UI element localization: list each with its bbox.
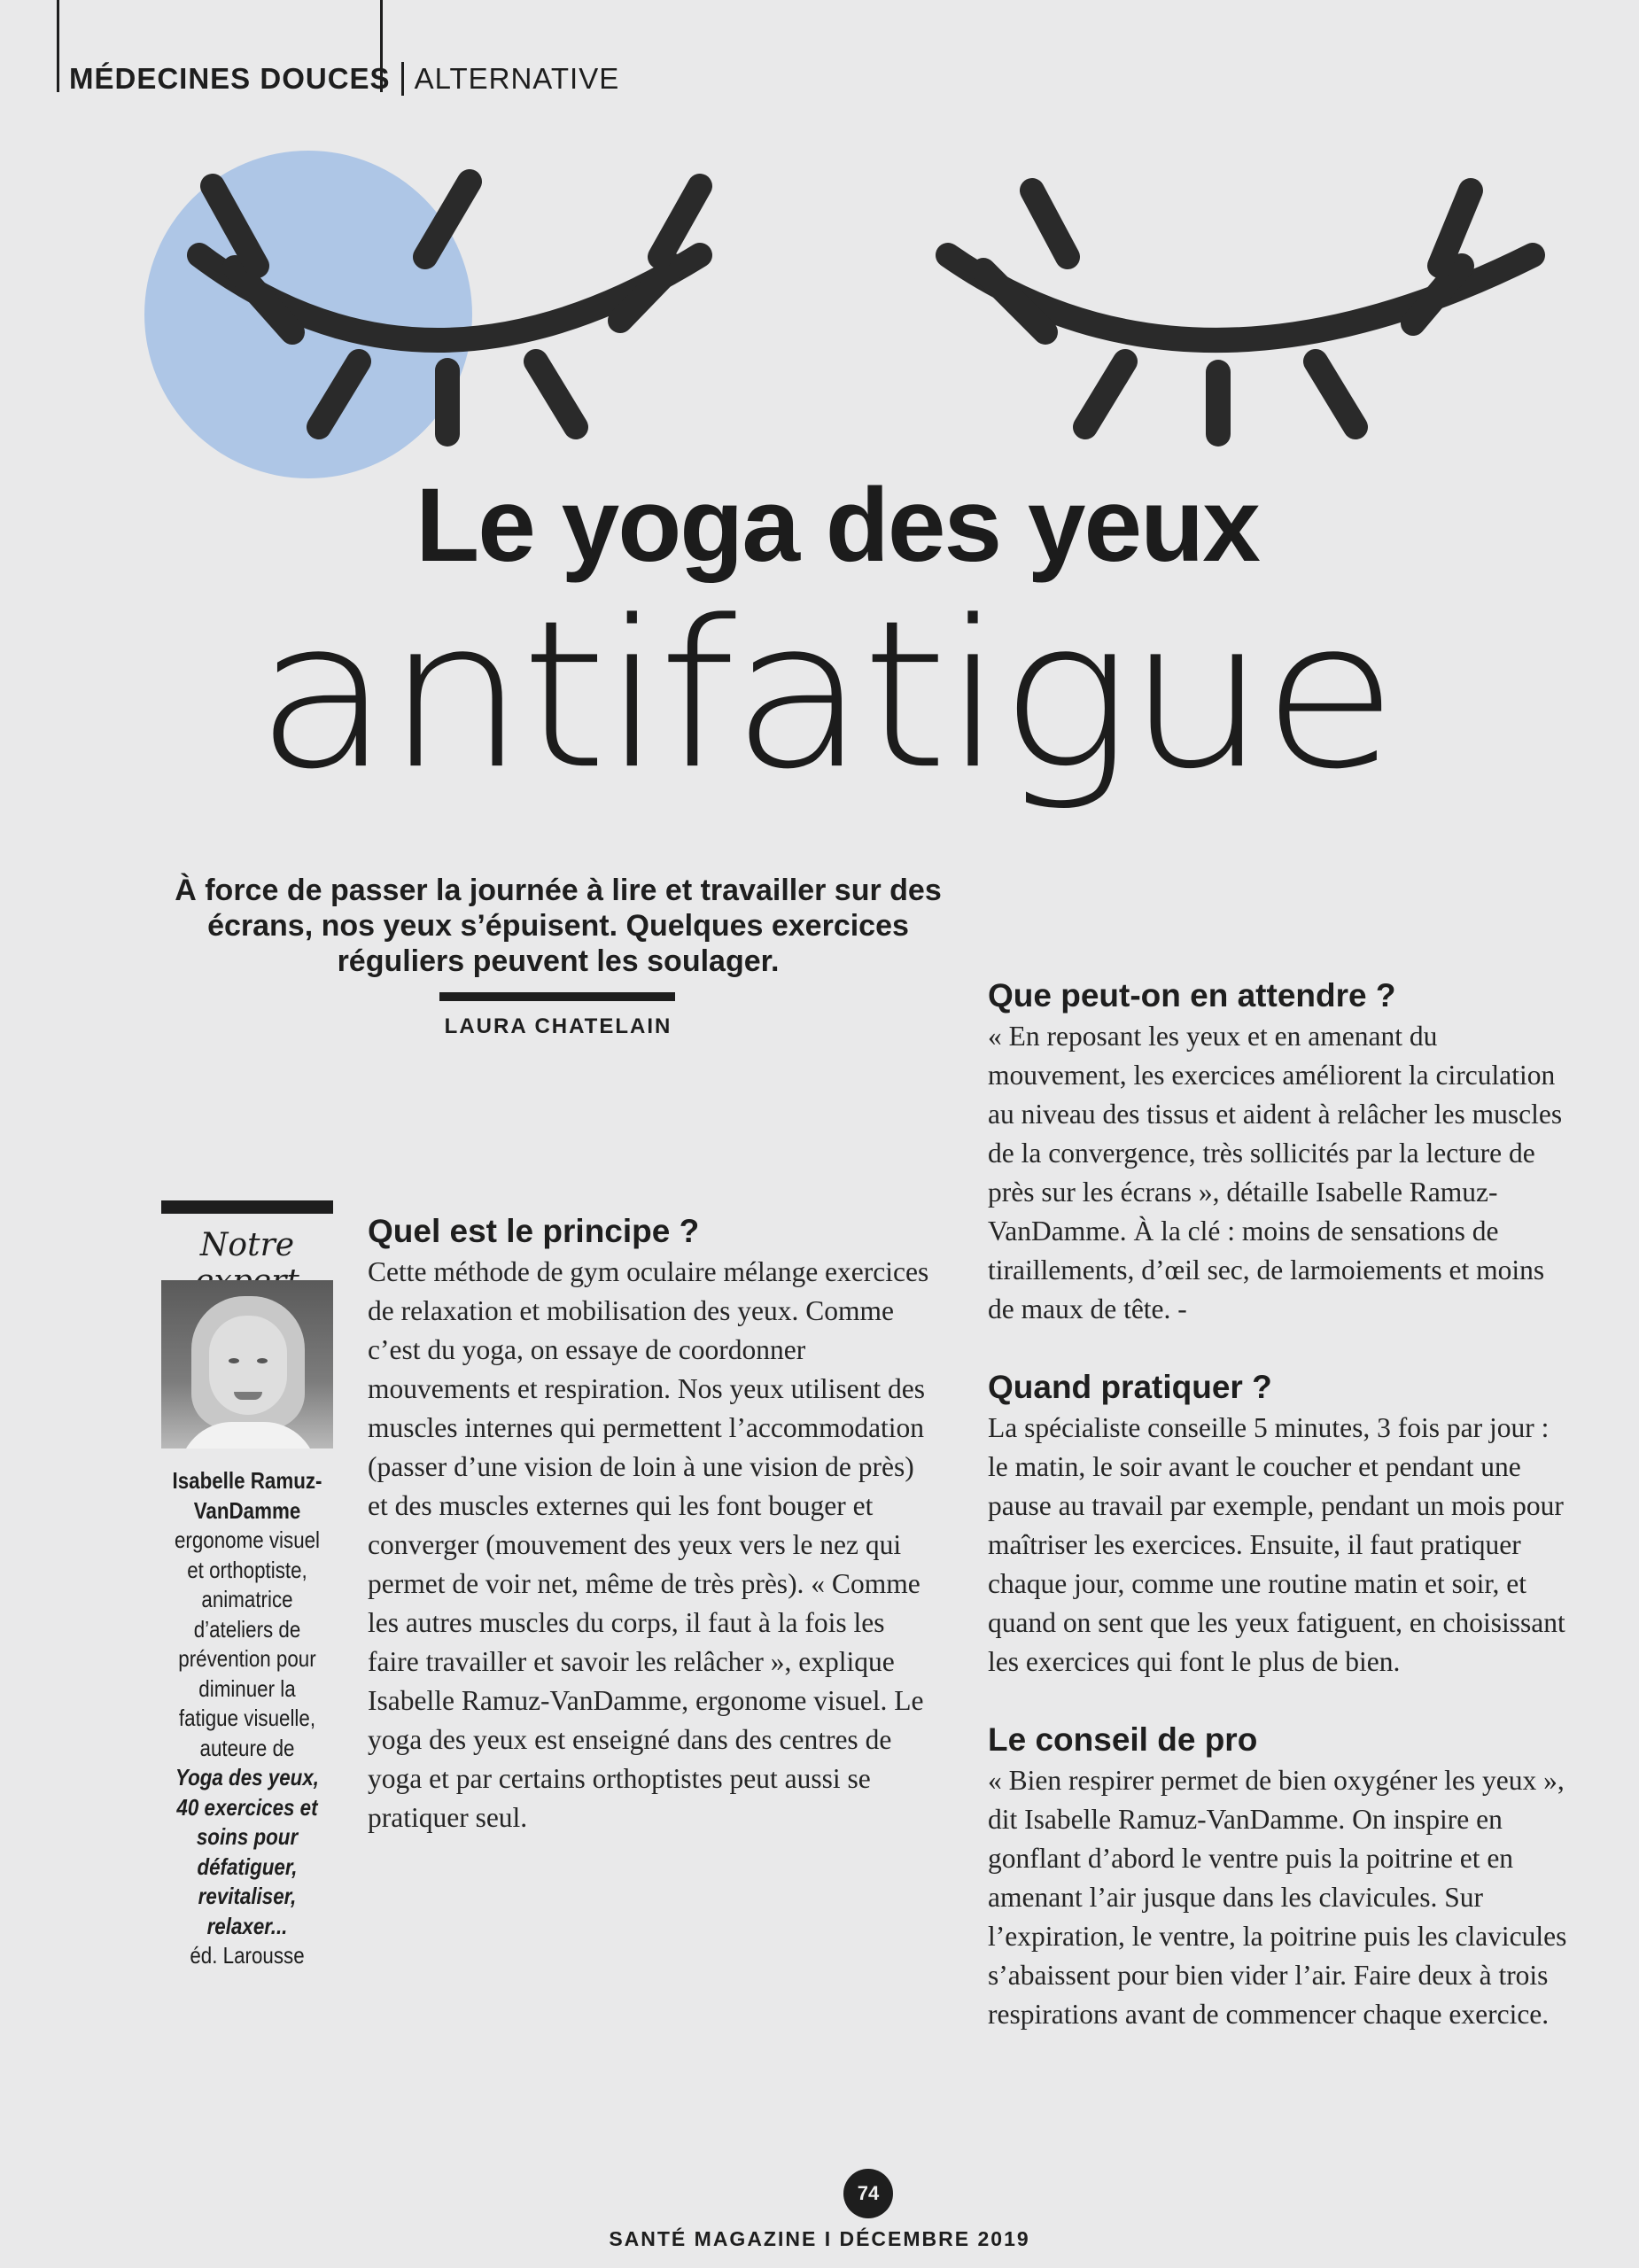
byline-rule [439, 992, 675, 1001]
section-heading: Quel est le principe ? [368, 1213, 700, 1249]
right-upper-lash-a [1032, 190, 1068, 257]
expert-book-title: Yoga des yeux, 40 exercices et soins pour défatiguer, revitaliser, relaxer... [175, 1764, 319, 1939]
expert-photo [161, 1280, 333, 1449]
issue-date: DÉCEMBRE 2019 [839, 2227, 1030, 2250]
section-body: « En reposant les yeux et en amenant du mouvement, les exercices améliorent la circulation au niveau des tissus et aident à relâcher les muscles de la convergence, très sollicités par la lecture de près sur les écrans », détaille Isabelle Ramuz-VanDamme. À la clé : moins de sensations de tiraillements, d’œil sec, de larmoiements et moins de maux de tête. - [988, 1021, 1563, 1324]
folio-separator: I [824, 2227, 833, 2250]
section-body: « Bien respirer permet de bien oxygéner les yeux », dit Isabelle Ramuz-VanDamme. On inspire en gonflant d’abord le ventre puis la poitrine et en amenant l’air jusque dans les clavicules. Sur l’expiration, le ventre, la poitrine puis les clavicules s’abaissent pour bien vider l’air. Faire deux à trois respirations avant de commencer chaque exercice. [988, 1765, 1567, 2030]
section-pro-tip [988, 1720, 1573, 2034]
section-body: Cette méthode de gym oculaire mélange exercices de relaxation et mobilisation des yeux. Comme c’est du yoga, on essaye de coordonner mouvements et respiration. Nos yeux utilisent des muscles internes qui permettent l’accommodation (passer d’une vision de loin à une vision de près) et des muscles externes qui les font bouger et converger (mouvement des yeux vers le nez qui permet de voir net, même de très près). « Comme les autres muscles du corps, il faut à la fois les faire travailler et savoir les relâcher », explique Isabelle Ramuz-VanDamme, ergonome visuel. Le yoga des yeux est enseigné dans des centres de yoga et par certains orthoptistes peut aussi se pratiquer seul. [368, 1256, 929, 1833]
expert-bio [168, 1466, 325, 1971]
byline: LAURA CHATELAIN [444, 1014, 672, 1038]
article-column-left [368, 1212, 935, 1876]
section-body: La spécialiste conseille 5 minutes, 3 fois par jour : le matin, le soir avant le coucher et pendant une pause au travail par exemple, pendant un mois pour maîtriser les exercices. Ensuite, il faut pratiquer chaque jour, comme une routine matin et soir, et quand on sent que les yeux fatiguent, en choisissant les exercices qui font le plus de bien. [988, 1412, 1565, 1677]
section-label: MÉDECINES DOUCES [69, 62, 391, 95]
article-column-right [988, 976, 1573, 2073]
section-heading: Quand pratiquer ? [988, 1369, 1272, 1405]
closed-eyes-illustration [0, 0, 1639, 496]
subsection-label: ALTERNATIVE [414, 62, 620, 95]
right-eyelash-icon [948, 255, 1533, 434]
page-number: 74 [843, 2169, 893, 2218]
section-heading: Le conseil de pro [988, 1721, 1258, 1758]
expert-description: ergonome visuel et orthoptiste, animatrice d’ateliers de prévention pour diminuer la fatigue visuelle, auteure de [174, 1526, 321, 1761]
expert-name: Isabelle Ramuz-VanDamme [172, 1467, 322, 1524]
section-when [988, 1368, 1573, 1682]
article-subtitle: antifatigue [254, 576, 1394, 814]
expert-box-rule [161, 1200, 333, 1214]
section-heading: Que peut-on en attendre ? [988, 977, 1396, 1014]
publication-name: SANTÉ MAGAZINE [609, 2227, 818, 2250]
article-title: Le yoga des yeux [416, 467, 1259, 584]
section-principle [368, 1212, 935, 1837]
expert-publisher: éd. Larousse [190, 1942, 305, 1969]
folio [0, 2227, 1639, 2251]
standfirst: À force de passer la journée à lire et travailler sur des écrans, nos yeux s’épuisent. Quelques exercices réguliers peuvent les soulager. [175, 874, 942, 978]
expert-heading: Notre [199, 1227, 295, 1263]
section-expectations [988, 976, 1573, 1329]
